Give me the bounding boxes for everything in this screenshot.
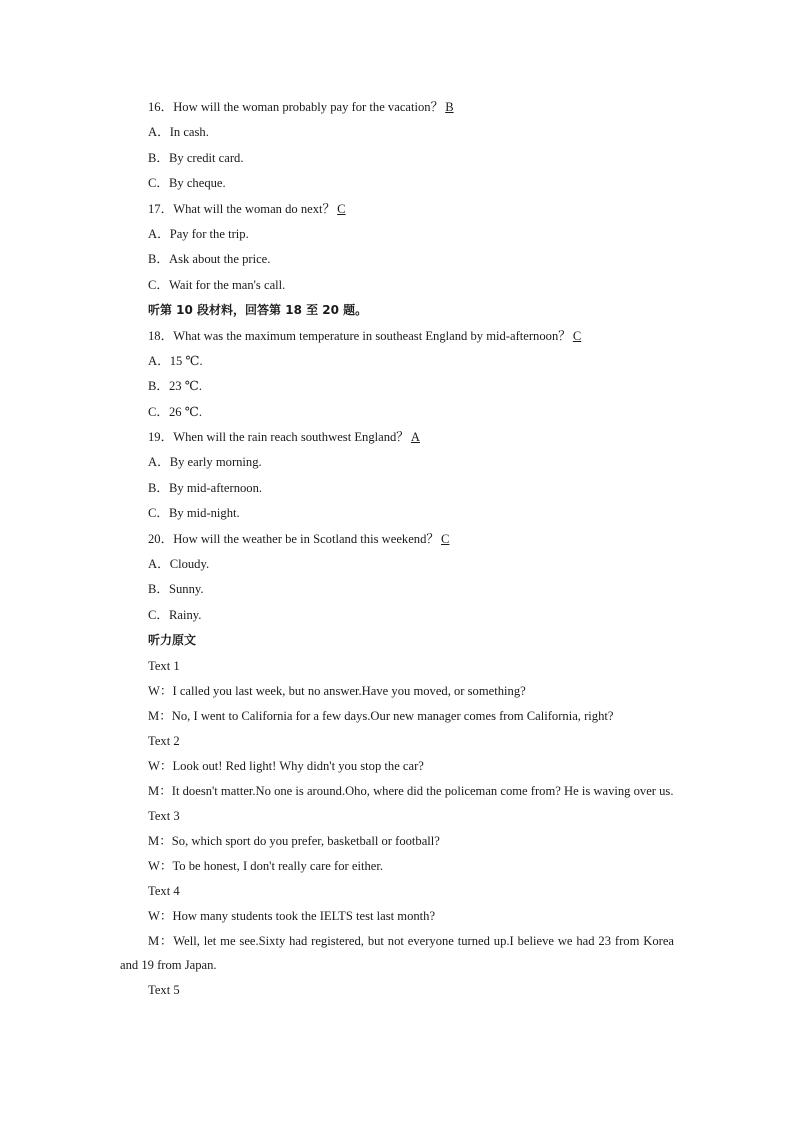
question-18 <box>120 324 674 349</box>
question-stem: 20．How will the weather be in Scotland this weekend？ <box>148 531 439 546</box>
option: A．In cash. <box>148 125 209 140</box>
option: C．By mid-night. <box>148 506 240 521</box>
option: A．By early morning. <box>148 455 262 470</box>
dialogue-line: W：How many students took the IELTS test last month? <box>148 908 436 923</box>
transcript-heading: 听力原文 <box>148 633 197 648</box>
dialogue-line: M：It doesn't matter.No one is around.Oho, where did the policeman come from? He is waving over us. <box>148 783 674 798</box>
option: A．Pay for the trip. <box>148 226 249 241</box>
answer-blank: C <box>441 531 450 546</box>
question-stem: 19．When will the rain reach southwest England？ <box>148 430 409 445</box>
option: C．Wait for the man's call. <box>148 277 286 292</box>
text-title: Text 3 <box>148 808 180 823</box>
option: B．Sunny. <box>148 582 204 597</box>
option: C．26 ℃. <box>148 404 202 419</box>
text-title: Text 1 <box>148 658 180 673</box>
answer-blank: C <box>337 201 346 216</box>
dialogue-line: M：Well, let me see.Sixty had registered, but not everyone turned up.I believe we had 23 from Korea and 19 from Japan. <box>120 933 674 972</box>
option: C．By cheque. <box>148 176 226 191</box>
question-17 <box>120 197 674 222</box>
answer-blank: C <box>572 328 582 343</box>
question-20 <box>120 527 674 552</box>
question-16 <box>120 95 674 120</box>
section-heading: 听第 10 段材料，回答第 18 至 20 题。 <box>148 303 368 318</box>
question-stem: 18．What was the maximum temperature in southeast England by mid-afternoon？ <box>148 328 571 343</box>
text-title: Text 5 <box>148 982 180 997</box>
question-19 <box>120 425 674 450</box>
dialogue-line: M：So, which sport do you prefer, basketball or football? <box>148 833 440 848</box>
question-stem: 16．How will the woman probably pay for the vacation？ <box>148 100 444 114</box>
option: B．23 ℃. <box>148 379 202 394</box>
answer-blank: A <box>410 430 421 445</box>
text-title: Text 2 <box>148 733 180 748</box>
question-stem: 17．What will the woman do next？ <box>148 201 336 216</box>
dialogue-line: M：No, I went to California for a few days.Our new manager comes from California, right? <box>148 708 614 723</box>
dialogue-line: W：To be honest, I don't really care for either. <box>148 858 383 873</box>
option: A．Cloudy. <box>148 557 210 572</box>
document-content <box>120 95 674 1003</box>
option: C．Rainy. <box>148 607 202 622</box>
answer-blank: B <box>445 100 454 114</box>
option: B．Ask about the price. <box>148 252 271 267</box>
option: B．By credit card. <box>148 150 244 165</box>
dialogue-line: W：I called you last week, but no answer.Have you moved, or something? <box>148 683 526 698</box>
dialogue-line: W：Look out! Red light! Why didn't you stop the car? <box>148 758 424 773</box>
option: A．15 ℃. <box>148 353 203 368</box>
option: B．By mid-afternoon. <box>148 480 263 495</box>
text-title: Text 4 <box>148 883 180 898</box>
